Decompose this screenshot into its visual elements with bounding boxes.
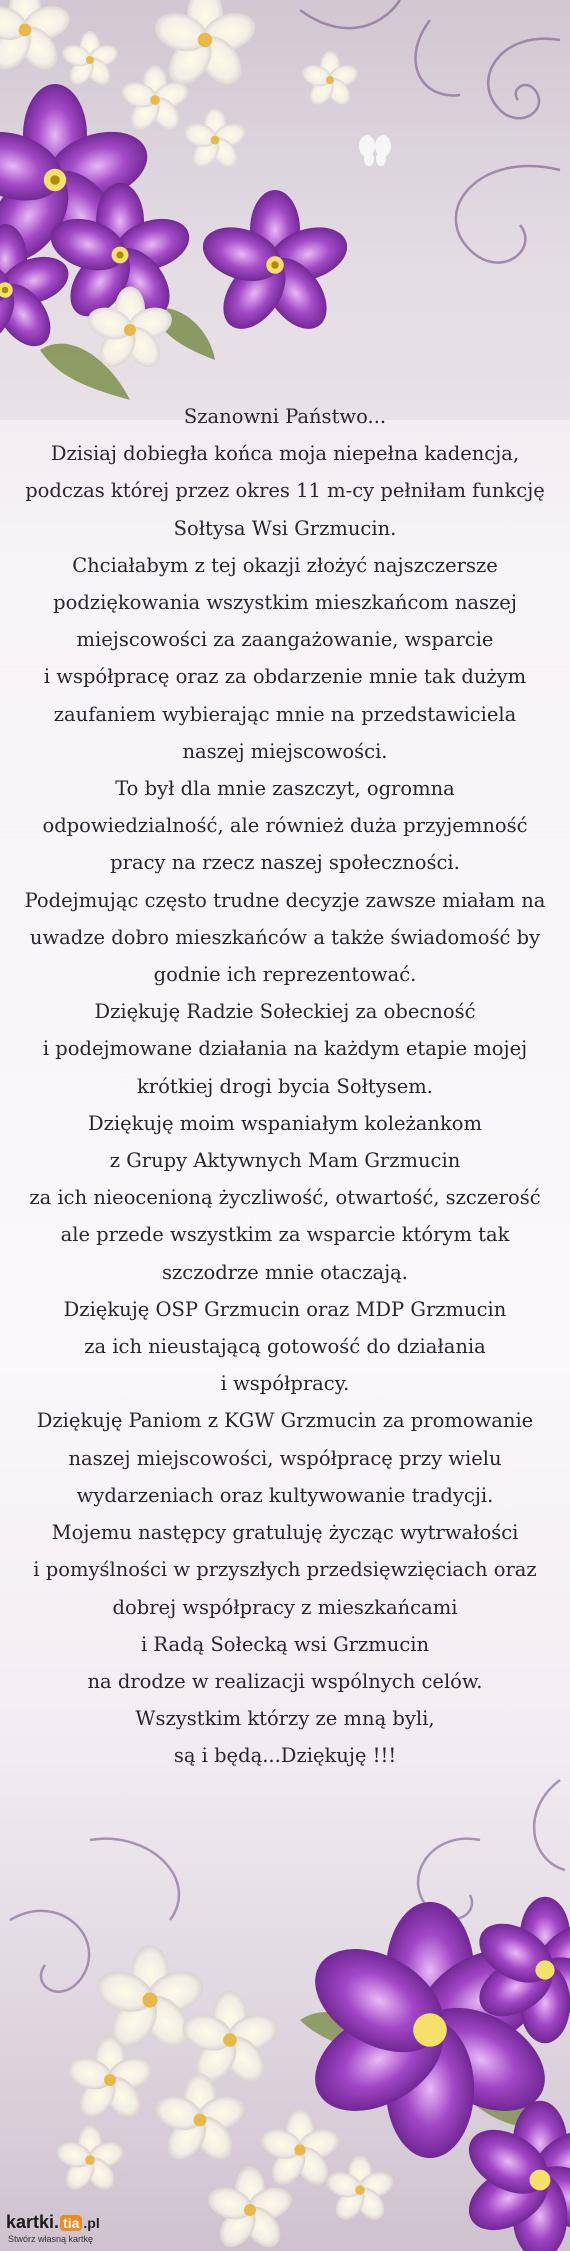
- greeting-line: i pomyślności w przyszłych przedsięwzięciach oraz: [33, 1558, 537, 1582]
- greeting-line: dobrej współpracy z mieszkańcami: [112, 1595, 458, 1619]
- greeting-line: Dziękuję Radzie Sołeckiej za obecność: [94, 1000, 476, 1024]
- greeting-line: za ich nieocenioną życzliwość, otwartość, szczerość: [29, 1186, 541, 1210]
- logo-wordmark: [6, 2212, 100, 2233]
- greeting-line: i podejmowane działania na każdym etapie mojej: [42, 1037, 528, 1061]
- greeting-line: naszej miejscowości.: [182, 739, 388, 763]
- greeting-line: podziękowania wszystkim mieszkańcom naszej: [53, 591, 517, 615]
- greeting-line: Szanowni Państwo...: [183, 405, 387, 428]
- greeting-line: i współpracę oraz za obdarzenie mnie tak dużym: [43, 665, 527, 689]
- greeting-line: na drodze w realizacji wspólnych celów.: [87, 1669, 483, 1693]
- logo-tagline: Stwórz własną kartkę: [8, 2234, 94, 2244]
- greeting-line: Dziękuję Paniom z KGW Grzmucin za promowanie: [36, 1409, 534, 1433]
- greeting-line: Dzisiaj dobiegła końca moja niepełna kadencja,: [50, 442, 520, 466]
- greeting-line: i Radą Sołecką wsi Grzmucin: [140, 1632, 430, 1656]
- greeting-line: pracy na rzecz naszej społeczności.: [110, 851, 460, 875]
- top-floral-decoration: [0, 0, 570, 420]
- greeting-line: uwadze dobro mieszkańców a także świadomość by: [29, 925, 541, 949]
- greeting-line: z Grupy Aktywnych Mam Grzmucin: [109, 1149, 461, 1173]
- greeting-line: Mojemu następcy gratuluję życząc wytrwałości: [51, 1521, 519, 1545]
- greeting-line: To był dla mnie zaszczyt, ogromna: [115, 777, 455, 801]
- kartki-logo[interactable]: [6, 2212, 126, 2246]
- greeting-line: wydarzeniach oraz kultywowanie tradycji.: [76, 1483, 494, 1507]
- greeting-line: godnie ich reprezentować.: [153, 963, 417, 987]
- greeting-line: Podejmując często trudne decyzje zawsze miałam na: [24, 888, 546, 912]
- logo-badge: tia: [60, 2215, 82, 2231]
- greeting-line: ale przede wszystkim za wsparcie którym tak: [60, 1223, 510, 1247]
- greeting-line: Chciałabym z tej okazji złożyć najszczersze: [72, 553, 498, 577]
- greeting-line: naszej miejscowości, współpracę przy wielu: [68, 1446, 502, 1470]
- greeting-line: Wszystkim którzy ze mną byli,: [135, 1707, 435, 1731]
- greeting-text: [0, 398, 570, 1775]
- logo-word: kartki.: [6, 2212, 60, 2232]
- greeting-line: są i będą...Dziękuję !!!: [173, 1744, 397, 1768]
- greeting-line: podczas której przez okres 11 m-cy pełniłam funkcję: [25, 479, 545, 503]
- greeting-line: zaufaniem wybierając mnie na przedstawiciela: [53, 702, 517, 726]
- greeting-line: miejscowości za zaangażowanie, wsparcie: [76, 628, 494, 652]
- greeting-line: odpowiedzialność, ale również duża przyjemność: [42, 814, 528, 838]
- purple-flower-icon: [297, 1897, 570, 2251]
- greeting-line: Dziękuję moim wspaniałym koleżankom: [87, 1111, 483, 1135]
- greeting-line: szczodrze mnie otaczają.: [162, 1260, 408, 1284]
- bottom-floral-decoration: [0, 1720, 570, 2251]
- greeting-line: i współpracy.: [220, 1372, 350, 1396]
- logo-suffix: .pl: [83, 2215, 100, 2231]
- greeting-line: Dziękuję OSP Grzmucin oraz MDP Grzmucin: [63, 1297, 507, 1321]
- greeting-line: krótkiej drogi bycia Sołtysem.: [136, 1074, 433, 1098]
- greeting-line: Sołtysa Wsi Grzmucin.: [173, 516, 397, 540]
- greeting-line: za ich nieustającą gotowość do działania: [84, 1335, 486, 1359]
